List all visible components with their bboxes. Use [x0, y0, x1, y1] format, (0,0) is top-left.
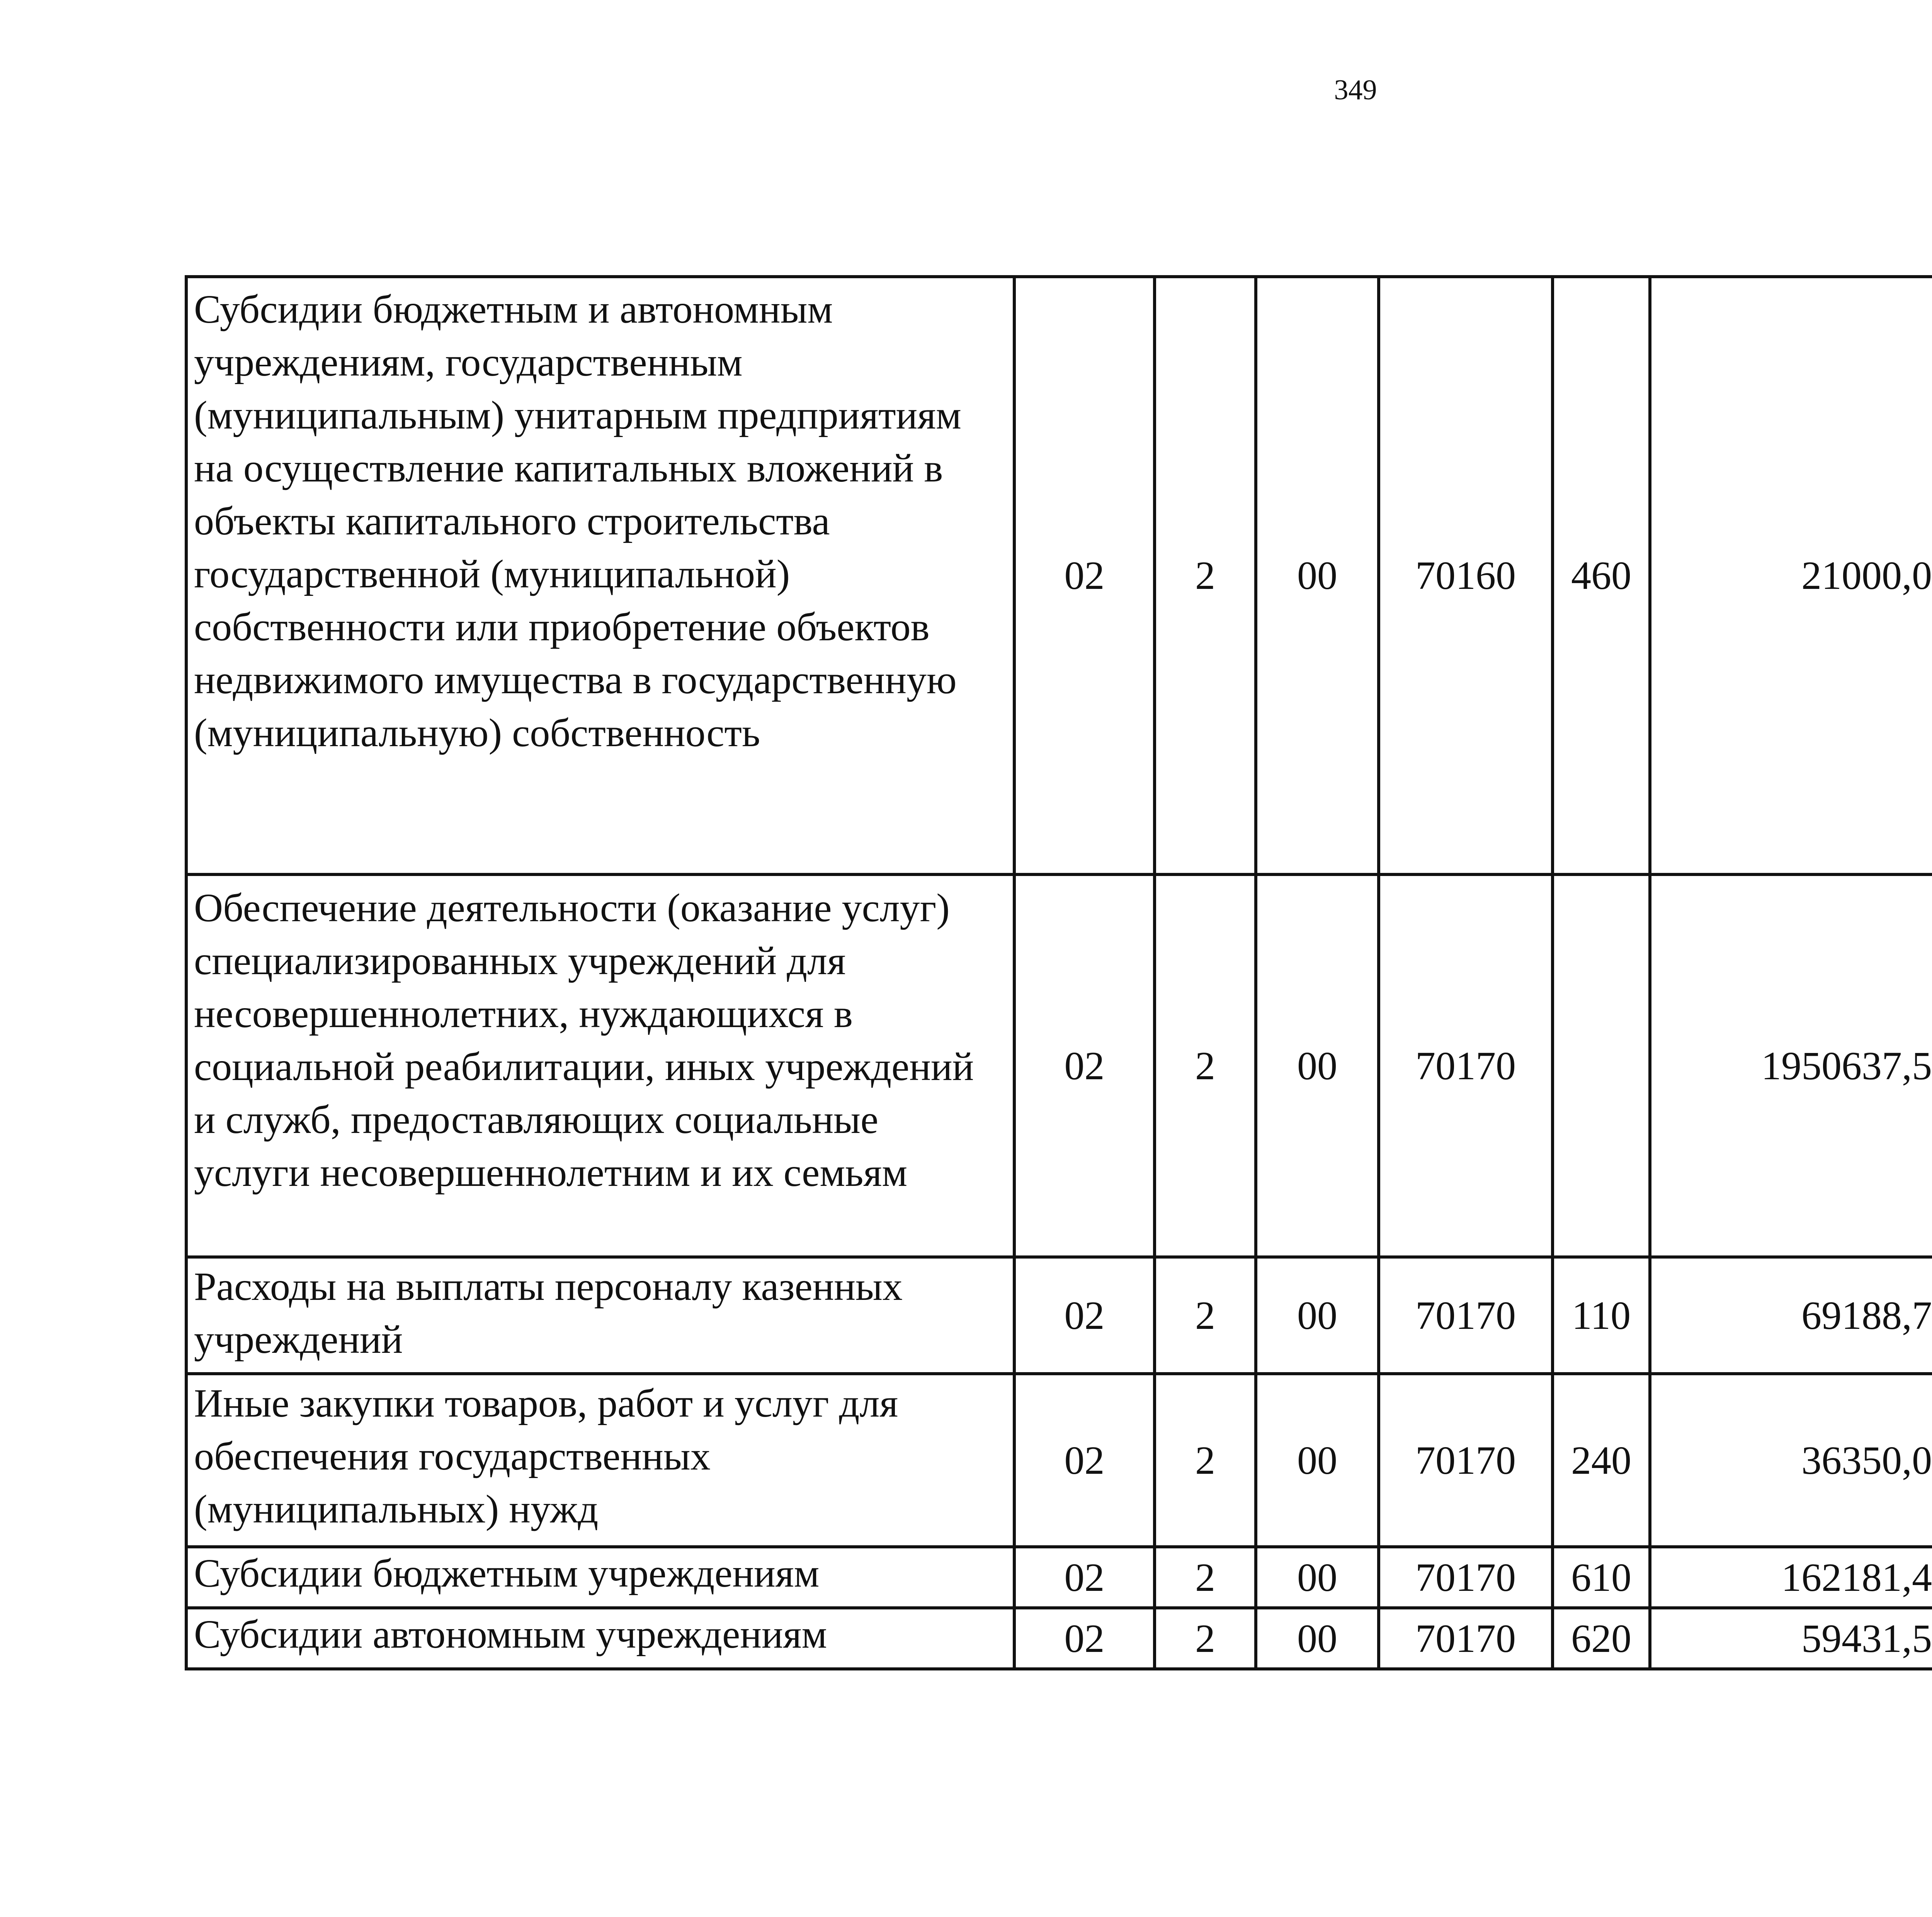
- program-code-cell: 2: [1155, 1374, 1256, 1547]
- expense-type-cell: [1553, 874, 1650, 1257]
- table-row: [186, 1257, 1932, 1374]
- amount-year1-cell: 36350,0: [1650, 1374, 1932, 1547]
- expense-type-cell: 110: [1553, 1257, 1650, 1374]
- direction-code-cell: 70160: [1379, 277, 1553, 874]
- direction-code-cell: 70170: [1379, 1547, 1553, 1608]
- row-name-cell: Субсидии бюджетным учреждениям: [186, 1547, 1014, 1608]
- section-code-cell: 02: [1014, 874, 1155, 1257]
- row-name-cell: Иные закупки товаров, работ и услуг для обеспечения государственных (муниципальных) нужд: [186, 1374, 1014, 1547]
- page-number: 349: [1334, 74, 1377, 106]
- program-code-cell: 2: [1155, 1608, 1256, 1669]
- amount-year1-cell: 69188,7: [1650, 1257, 1932, 1374]
- section-code-cell: 02: [1014, 1608, 1155, 1669]
- subprogram-code-cell: 00: [1256, 1374, 1379, 1547]
- expense-type-cell: 610: [1553, 1547, 1650, 1608]
- expense-type-cell: 620: [1553, 1608, 1650, 1669]
- amount-year1-cell: 21000,0: [1650, 277, 1932, 874]
- row-name-cell: Субсидии автономным учреждениям: [186, 1608, 1014, 1669]
- table-row: [186, 277, 1932, 874]
- amount-year1-cell: 1950637,5: [1650, 874, 1932, 1257]
- subprogram-code-cell: 00: [1256, 1608, 1379, 1669]
- direction-code-cell: 70170: [1379, 1608, 1553, 1669]
- row-name-cell: Субсидии бюджетным и автономным учреждениям, государственным (муниципальным) унитарным предприятиям на осуществление капитальных вложений в объекты капитального строительства государственной (муниципальной) собственности или приобретение объектов недвижимого имущества в государственную (муниципальную) собственность: [186, 277, 1014, 874]
- expense-type-cell: 460: [1553, 277, 1650, 874]
- program-code-cell: 2: [1155, 1547, 1256, 1608]
- direction-code-cell: 70170: [1379, 1257, 1553, 1374]
- section-code-cell: 02: [1014, 277, 1155, 874]
- table-row: [186, 874, 1932, 1257]
- row-name-cell: Обеспечение деятельности (оказание услуг) специализированных учреждений для несовершеннолетних, нуждающихся в социальной реабилитации, иных учреждений и служб, предоставляющих социальные услуги несовершеннолетним и их семьям: [186, 874, 1014, 1257]
- table-row: [186, 1374, 1932, 1547]
- row-name-cell: Расходы на выплаты персоналу казенных учреждений: [186, 1257, 1014, 1374]
- program-code-cell: 2: [1155, 1257, 1256, 1374]
- expense-type-cell: 240: [1553, 1374, 1650, 1547]
- section-code-cell: 02: [1014, 1257, 1155, 1374]
- section-code-cell: 02: [1014, 1374, 1155, 1547]
- table-row: [186, 1608, 1932, 1669]
- subprogram-code-cell: 00: [1256, 277, 1379, 874]
- amount-year1-cell: 59431,5: [1650, 1608, 1932, 1669]
- table-row: [186, 1547, 1932, 1608]
- subprogram-code-cell: 00: [1256, 1547, 1379, 1608]
- direction-code-cell: 70170: [1379, 874, 1553, 1257]
- direction-code-cell: 70170: [1379, 1374, 1553, 1547]
- amount-year1-cell: 162181,4: [1650, 1547, 1932, 1608]
- program-code-cell: 2: [1155, 874, 1256, 1257]
- subprogram-code-cell: 00: [1256, 874, 1379, 1257]
- program-code-cell: 2: [1155, 277, 1256, 874]
- subprogram-code-cell: 00: [1256, 1257, 1379, 1374]
- section-code-cell: 02: [1014, 1547, 1155, 1608]
- budget-table: [185, 275, 1932, 1670]
